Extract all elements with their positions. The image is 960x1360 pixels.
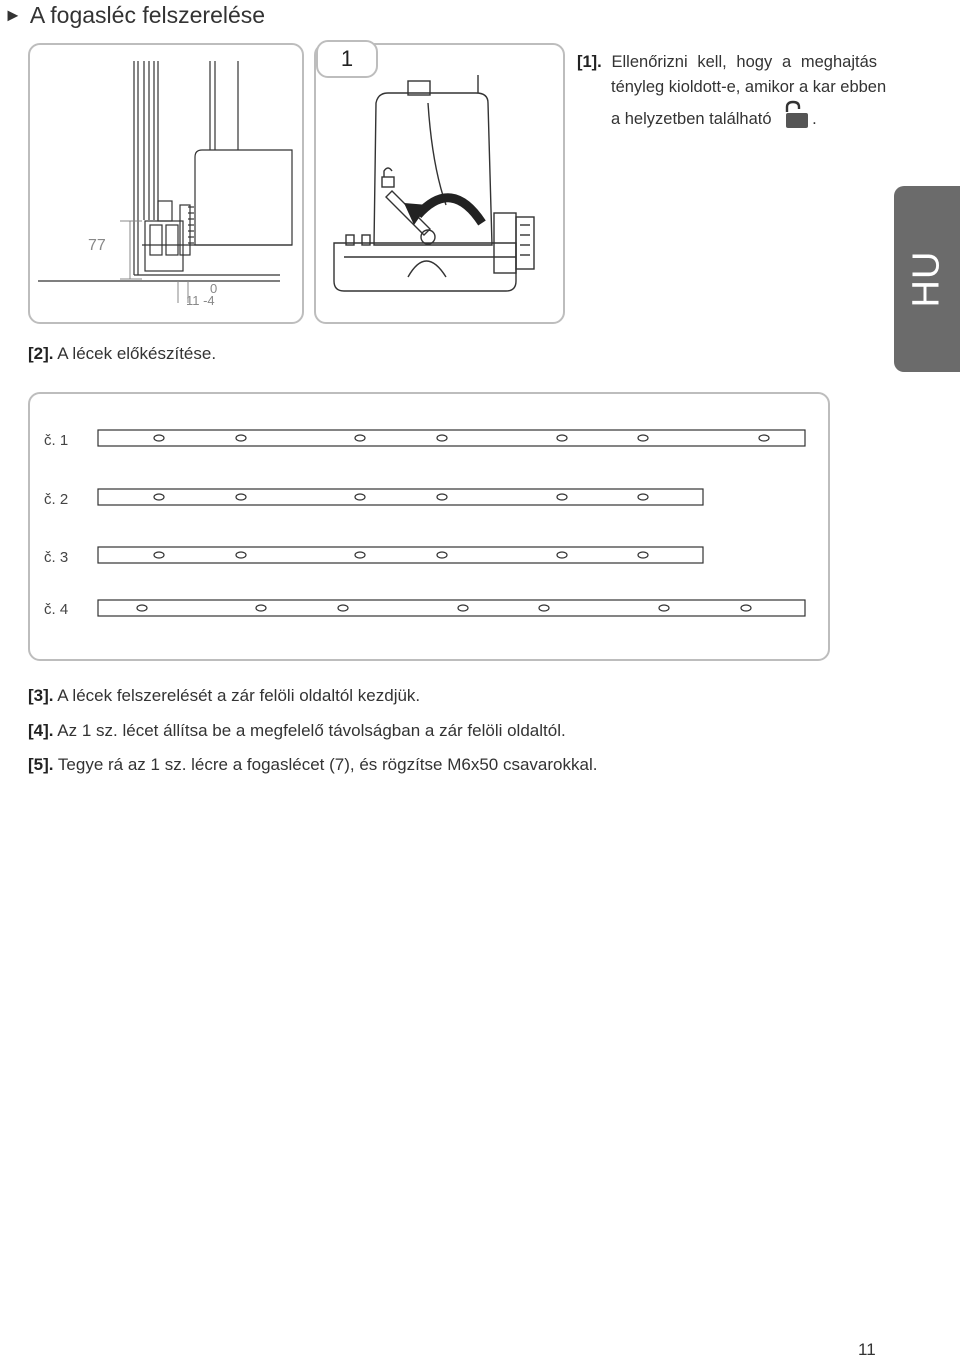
page-title [4, 2, 265, 29]
step4-line [28, 721, 566, 741]
step5-text: Tegye rá az 1 sz. lécre a fogaslécet (7), és rögzítse M6x50 csavarokkal. [57, 755, 598, 774]
racks-panel [28, 392, 830, 661]
step5-label: [5]. [28, 755, 54, 774]
step1-line1 [577, 50, 877, 75]
step2-line [28, 344, 216, 364]
step3-line [28, 686, 420, 706]
step2-text: A lécek előkészítése. [57, 344, 217, 363]
dimension-range-label: 11 -4 [186, 293, 215, 308]
page-number: 11 [858, 1340, 876, 1359]
language-tab [894, 186, 960, 372]
rack-bar [98, 547, 703, 563]
step1-label: [1]. [577, 53, 602, 71]
step3-label: [3]. [28, 686, 54, 705]
figure-number-badge: 1 [316, 40, 378, 78]
step1-text-block [577, 50, 887, 138]
rack-label: č. 1 [44, 432, 69, 449]
step1-line1-text: Ellenőrizni kell, hogy a meghajtás [611, 53, 877, 71]
gate-detail-drawing [30, 45, 302, 322]
dimension-height-label: 77 [88, 237, 106, 254]
language-tab-label: HU [905, 250, 948, 308]
step5-line [28, 755, 597, 775]
unlocked-padlock-icon [782, 100, 812, 138]
racks-drawing [30, 394, 828, 659]
step4-label: [4]. [28, 721, 54, 740]
rack-label: č. 2 [44, 491, 69, 508]
rack-bar [98, 430, 805, 446]
rack-bar [98, 489, 703, 505]
figure-gate-detail-panel [28, 43, 304, 324]
rotation-arrow-icon [418, 198, 482, 223]
step4-text: Az 1 sz. lécet állítsa be a megfelelő távolságban a zár felöli oldaltól. [57, 721, 566, 740]
motor-release-drawing [316, 45, 563, 322]
step1-line3-text: a helyzetben található [611, 110, 772, 128]
step2-label: [2]. [28, 344, 54, 363]
rack-label: č. 4 [44, 601, 69, 618]
dimension-range-top-label: 0 [210, 281, 218, 296]
step3-text: A lécek felszerelését a zár felöli oldaltól kezdjük. [57, 686, 421, 705]
rack-label: č. 3 [44, 549, 69, 566]
step1-line2: tényleg kioldott-e, amikor a kar ebben [611, 78, 887, 96]
step1-end: . [812, 110, 817, 128]
rack-bar [98, 600, 805, 616]
page-title-text: A fogasléc felszerelése [29, 2, 266, 28]
play-arrow-icon: ► [4, 5, 22, 25]
step1-line3 [577, 100, 877, 138]
figure-motor-panel [314, 43, 565, 324]
